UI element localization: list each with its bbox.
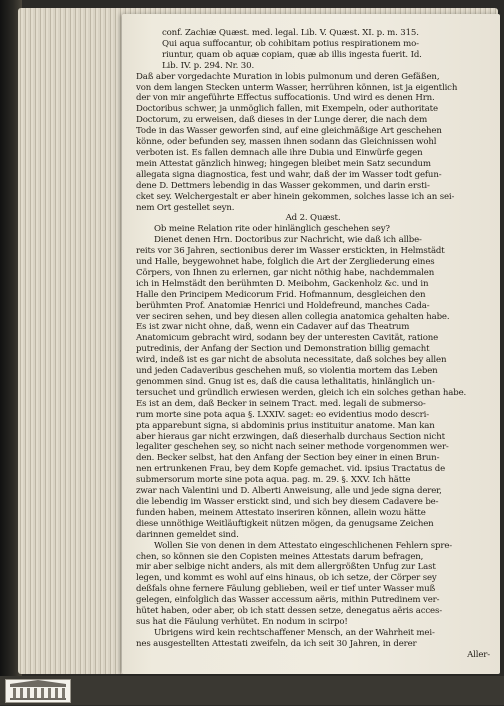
text-line: gelegen, einfolglich das Wasser accessum aëris, mithin Putredinem ver-: [136, 595, 440, 606]
text-line: genommen sind. Gnug ist es, daß die causa lethalitatis, hinlänglich un-: [136, 377, 435, 387]
text-line: Ob meine Relation rite oder hinlänglich geschehen sey?: [154, 224, 390, 235]
text-line: funden haben, meinem Attestato inseriren können, allein wozu hätte: [136, 507, 426, 518]
text-line: cket sey. Welchergestalt er aber hinein gekommen, solches lasse ich an sei-: [136, 191, 455, 202]
text-line: verboten ist. Es fallen demnach alle ihre Dubia und Einwürfe gegen: [136, 147, 423, 158]
text-line: ich in Helmstädt den berühmten D. Meibohm, Gackenholz &c. und in: [136, 278, 429, 289]
library-logo-icon[interactable]: [5, 679, 71, 703]
text-line: conf. Zachiæ Quæst. med. legal. Lib. V. Quæst. XI. p. m. 315.: [162, 28, 419, 38]
text-line: Doctorum, zu erweisen, daß dieses in der Lunge derer, die nach dem: [136, 115, 428, 126]
text-line: Tode in das Wasser geworfen sind, auf eine gleichmäßige Art geschehen: [136, 126, 442, 137]
text-line: dene D. Dettmers lebendig in das Wasser gekommen, und darin ersti-: [136, 180, 430, 191]
text-line: Halle den Principem Medicorum Frid. Hofmannum, desgleichen den: [136, 289, 426, 300]
text-line: sus hat die Fäulung verhütet. En nodum in scirpo!: [136, 616, 348, 627]
text-line: aber hieraus gar nicht erzwingen, daß dieserhalb durchaus Section nicht: [136, 431, 445, 442]
text-line: den. Becker selbst, hat den Anfang der Section bey einer in einen Brun-: [136, 453, 440, 464]
text-line: nes ausgestellten Attestati zweifeln, da ich seit 30 Jahren, in derer: [136, 638, 417, 649]
text-line: rum morte sine pota aqua §. LXXIV. saget: eo evidentius modo descri-: [136, 409, 429, 420]
text-line: legaliter geschehen sey, so nicht nach seiner methode vorgenommen wer-: [136, 442, 449, 453]
text-line: Es ist zwar nicht ohne, daß, wenn ein Cadaver auf das Theatrum: [136, 322, 410, 333]
text-line: von dem langen Stecken unterm Wasser, herrühren können, ist ja eigentlich: [136, 82, 458, 93]
text-line: riuntur, quam ob aquæ copiam, quæ ab illis ingesta fuerit. Id.: [162, 49, 422, 60]
text-line: putredinis, der Anfang der Section und Demonstration billig gemacht: [136, 344, 430, 355]
text-line: zwar nach Valentini und D. Alberti Anweisung, alle und jede signa derer,: [136, 486, 442, 497]
text-line: Doctoribus schwer, ja unmöglich fallen, mit Exempeln, oder authoritate: [136, 104, 438, 115]
text-line: Wollen Sie von denen in dem Attestato eingeschlichenen Fehlern spre-: [154, 540, 453, 551]
text-line: Daß aber vorgedachte Muration in lobis pulmonum und deren Gefäßen,: [136, 71, 440, 82]
text-line: nem Ort gestellet seyn.: [136, 202, 235, 213]
text-line: und jeden Cadaveribus geschehen muß, so violentia mortem das Leben: [136, 366, 438, 377]
text-line: tersuchet und gründlich erwiesen werden, gleich ich ein solches gethan habe.: [136, 387, 467, 398]
text-line: allegata signa diagnostica, fest und wahr, daß der im Wasser todt gefun-: [136, 169, 442, 180]
text-line: berühmten Prof. Anatomiæ Henrici und Holdefreund, manches Cada-: [136, 300, 430, 311]
text-line: der von mir angeführte Effectus suffocationis. Und wird es denen Hrn.: [136, 93, 435, 104]
text-line: Cörpers, von Ihnen zu erlernen, gar nicht nöthig habe, nachdemmalen: [136, 267, 435, 278]
text-line: Qui aqua suffocantur, ob cohibitam potius respirationem mo-: [162, 38, 419, 49]
page-text-block: [136, 28, 490, 661]
text-line: Ubrigens wird kein rechtschaffener Mensch, an der Wahrheit mei-: [154, 627, 435, 638]
text-line: Ad 2. Quæst.: [285, 213, 341, 224]
text-line: und Halle, beygewohnet habe, folglich die Art der Zergliederung eines: [136, 257, 435, 268]
text-line: Lib. IV. p. 294. Nr. 30.: [162, 60, 255, 71]
text-line: submersorum morte sine pota aqua. pag. m. 29. §. XXV. Ich hätte: [136, 475, 411, 486]
text-line: die lebendig im Wasser erstickt sind, und sich bey diesem Cadavere be-: [136, 496, 439, 507]
text-line: könne, oder befunden sey, massen ihnen sodann das Gleichnissen wohl: [136, 137, 437, 148]
viewer-footer-bar: [0, 676, 504, 705]
text-line: deßfals ohne fernere Fäulung geblieben, weil er tief unter Wasser muß: [136, 584, 436, 595]
text-line: legen, und kommt es wohl auf eins hinaus, ob ich setze, der Cörper sey: [136, 573, 437, 584]
text-line: darinnen gemeldet sind.: [136, 529, 239, 540]
text-line: Dienet denen Hrn. Doctoribus zur Nachricht, wie daß ich allbe-: [154, 235, 422, 246]
text-line: Es ist an dem, daß Becker in seinem Tract. med. legali de submerso-: [136, 398, 426, 409]
text-line: mein Attestat gänzlich hinweg; hingegen bleibet mein Satz secundum: [136, 158, 431, 169]
text-line: Anatomicum gebracht wird, sodann bey der unteresten Cavität, ratione: [136, 333, 439, 344]
text-line: pta apparebunt signa, si abdominis prius instituitur anatome. Man kan: [136, 420, 435, 431]
text-line: chen, so können sie den Copisten meines Attestats darum befragen,: [136, 551, 424, 562]
text-line: wird, indeß ist es gar nicht de absoluta necessitate, daß solches bey allen: [136, 355, 447, 366]
text-line: hütet haben, oder aber, ob ich statt dessen setze, denegatus aëris acces-: [136, 606, 442, 617]
text-line: ver seciren sehen, und bey diesen allen collegia anatomica gehalten habe.: [136, 311, 450, 322]
text-line: nen ertrunkenen Frau, bey dem Kopfe gemachet. vid. ipsius Tractatus de: [136, 464, 446, 475]
text-line: diese unnöthige Weitläuftigkeit nützen mögen, da genugsame Zeichen: [136, 518, 434, 529]
text-line: mir aber selbige nicht anders, als mit dem allergrößten Unfug zur Last: [136, 562, 436, 573]
text-line: Aller-: [467, 649, 490, 660]
text-line: reits vor 36 Jahren, sectionibus derer im Wasser erstickten, in Helmstädt: [136, 246, 445, 257]
